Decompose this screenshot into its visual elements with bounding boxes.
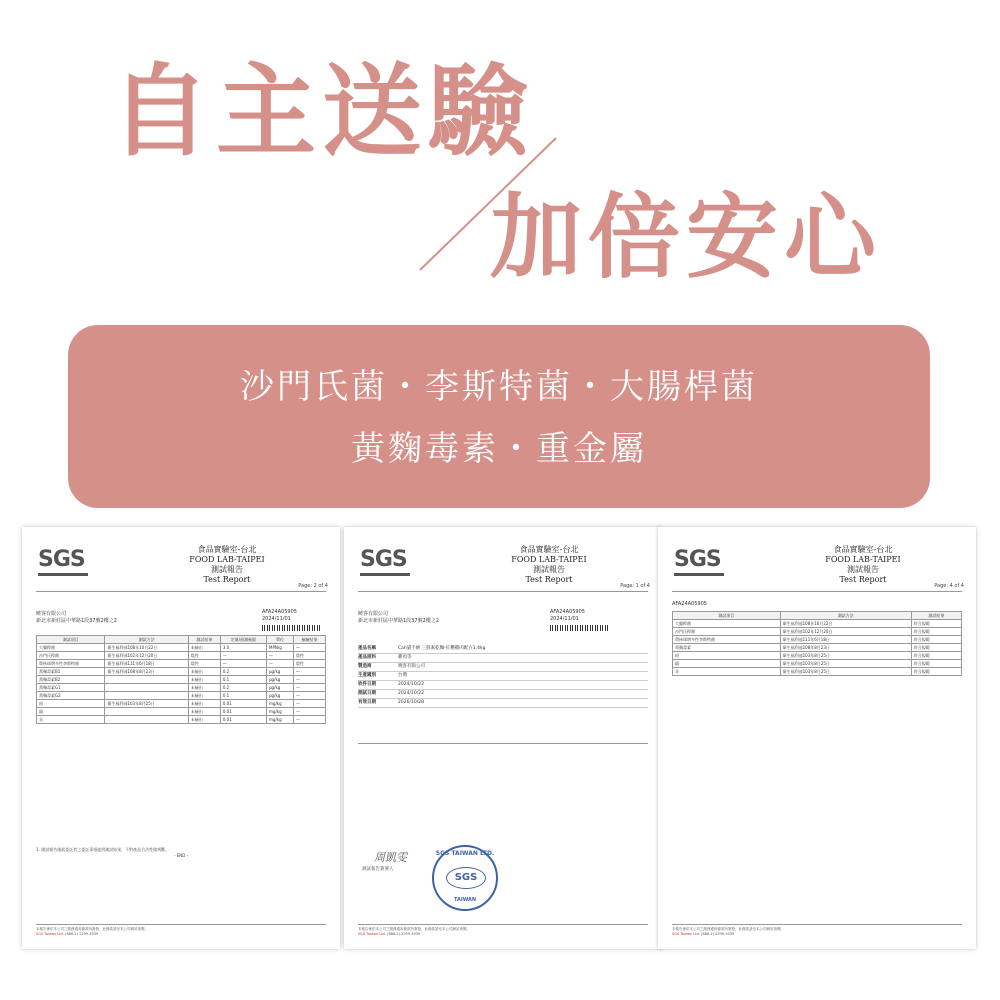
- report-title-en: Test Report: [525, 575, 573, 584]
- table-cell: 未檢出: [188, 668, 220, 676]
- report-title-zh: 測試報告: [847, 565, 879, 574]
- table-cell: 0.2: [220, 668, 266, 676]
- field-label: 製造商: [358, 664, 372, 669]
- client-info: [358, 611, 439, 625]
- lab-name-en: FOOD LAB-TAIPEI: [825, 555, 901, 564]
- sgs-logo: SGS: [360, 547, 407, 572]
- report-footer: [672, 924, 962, 937]
- table-row: [37, 660, 326, 668]
- table-cell: 鉛: [673, 652, 781, 660]
- table-cell: 0.01: [220, 708, 266, 716]
- table-cell: MPN/g: [267, 644, 294, 652]
- table-cell: 未檢出: [188, 716, 220, 724]
- report-number: AFA24A05905: [550, 609, 585, 615]
- barcode: [550, 625, 610, 631]
- table-cell: —: [267, 660, 294, 668]
- field-value: 曉客有限公司: [398, 664, 425, 669]
- table-row: [673, 660, 962, 668]
- table-row: [37, 644, 326, 652]
- table-header-row: [37, 636, 326, 644]
- table-cell: 衛生福利部108年8月23日: [780, 644, 911, 652]
- field-value: 雞肉等: [398, 655, 412, 660]
- table-row: [673, 644, 962, 652]
- stamp-bottom-text: TAIWAN: [453, 897, 477, 903]
- table-cell: 汞: [673, 668, 781, 676]
- client-address: 新北市新莊區中華路1段37號2樓之2: [36, 618, 117, 624]
- divider: [358, 743, 648, 744]
- page-number: Page: 2 of 4: [298, 583, 328, 589]
- lab-header: [152, 545, 302, 585]
- field-value: 2026/10/28: [398, 700, 424, 705]
- footer-company: SGS Taiwan Ltd.: [358, 932, 386, 936]
- divider: [358, 591, 648, 592]
- stamp-ring-text: SGS TAIWAN LTD.: [435, 850, 495, 857]
- footer-phone: (886-2) 2299-3939: [387, 932, 421, 936]
- signature: 周凱雯: [374, 851, 407, 864]
- report-footer: [358, 924, 648, 937]
- table-row: [673, 628, 962, 636]
- table-cell: 鉛: [37, 700, 105, 708]
- sgs-logo-underline: [674, 573, 724, 576]
- column-header: 測試方法: [780, 612, 911, 620]
- table-cell: [105, 692, 188, 700]
- table-cell: μg/kg: [267, 668, 294, 676]
- table-cell: 大腸桿菌: [37, 644, 105, 652]
- table-row: [37, 684, 326, 692]
- table-cell: —: [294, 700, 326, 708]
- lab-header: [474, 545, 624, 585]
- table-cell: 汞: [37, 716, 105, 724]
- report-number: AFA24A05905: [262, 609, 297, 615]
- sample-field: [358, 699, 648, 708]
- table-cell: 未檢出: [188, 708, 220, 716]
- table-cell: 衛生福利部102年12月20日: [105, 652, 188, 660]
- table-cell: 3.0: [220, 644, 266, 652]
- report-meta: [262, 609, 297, 623]
- footer-company: SGS Taiwan Ltd.: [672, 932, 700, 936]
- table-cell: 單核球增多性李斯特菌: [37, 660, 105, 668]
- report-title-en: Test Report: [203, 575, 251, 584]
- table-cell: 0.2: [220, 684, 266, 692]
- report-meta: [550, 609, 585, 623]
- table-cell: —: [294, 708, 326, 716]
- table-cell: 衛生福利部103年8月25日: [780, 668, 911, 676]
- table-cell: —: [220, 652, 266, 660]
- banner-line-bacteria: 沙門氏菌・李斯特菌・大腸桿菌: [240, 367, 758, 407]
- field-label: 有效日期: [358, 700, 376, 705]
- page-number: Page: 4 of 4: [934, 583, 964, 589]
- page-number: Page: 1 of 4: [620, 583, 650, 589]
- table-cell: 符合規範: [911, 668, 961, 676]
- table-cell: 陰性: [294, 652, 326, 660]
- barcode: [262, 625, 322, 631]
- table-cell: 衛生福利部111年6月18日: [780, 636, 911, 644]
- divider: [36, 591, 326, 592]
- lab-name-zh: 食品實驗室-台北: [833, 545, 893, 554]
- column-header: 測試方法: [105, 636, 188, 644]
- method-table: [672, 611, 962, 676]
- sample-field: [358, 654, 648, 663]
- field-label: 生產國別: [358, 673, 376, 678]
- lab-name-zh: 食品實驗室-台北: [197, 545, 257, 554]
- table-cell: 符合規範: [911, 660, 961, 668]
- table-cell: 未檢出: [188, 644, 220, 652]
- table-cell: 0.01: [220, 716, 266, 724]
- sample-field: [358, 690, 648, 699]
- table-cell: mg/kg: [267, 700, 294, 708]
- table-cell: [105, 684, 188, 692]
- table-row: [37, 668, 326, 676]
- report-footer: [36, 924, 326, 937]
- table-cell: 大腸桿菌: [673, 620, 781, 628]
- table-cell: 未檢出: [188, 676, 220, 684]
- table-cell: 0.01: [220, 700, 266, 708]
- table-cell: 衛生福利部103年8月25日: [780, 652, 911, 660]
- field-label: 產品原料: [358, 655, 376, 660]
- table-cell: μg/kg: [267, 684, 294, 692]
- test-items-banner: [68, 325, 930, 508]
- table-cell: 黃麴毒素G2: [37, 692, 105, 700]
- report-page-2: [22, 527, 340, 949]
- footer-text: 本報告係依本公司之服務通用條款所簽發，此條款請至本公司網站查閱。: [672, 927, 784, 931]
- table-cell: 未檢出: [188, 684, 220, 692]
- table-cell: 陰性: [294, 660, 326, 668]
- lab-name-en: FOOD LAB-TAIPEI: [189, 555, 265, 564]
- table-row: [37, 708, 326, 716]
- field-label: 收件日期: [358, 682, 376, 687]
- column-header: 測試項目: [37, 636, 105, 644]
- column-header: 單位: [267, 636, 294, 644]
- table-cell: 鎘: [37, 708, 105, 716]
- client-name: 曉客有限公司: [36, 611, 67, 617]
- report-page-1: [344, 527, 662, 949]
- stamp-logo: SGS: [446, 867, 486, 889]
- table-cell: 衛生福利部108年10月22日: [780, 620, 911, 628]
- table-cell: mg/kg: [267, 708, 294, 716]
- table-cell: 符合規範: [911, 620, 961, 628]
- report-end-mark: - END -: [173, 853, 189, 858]
- table-cell: μg/kg: [267, 692, 294, 700]
- table-cell: 鎘: [673, 660, 781, 668]
- banner-line-toxins: 黃麴毒素・重金屬: [351, 429, 647, 469]
- footer-phone: (886-2) 2299-3939: [701, 932, 735, 936]
- sample-info: [358, 645, 648, 708]
- table-cell: 未檢出: [188, 700, 220, 708]
- table-cell: μg/kg: [267, 676, 294, 684]
- table-cell: [105, 708, 188, 716]
- column-header: 檢驗結果: [294, 636, 326, 644]
- sample-field: [358, 681, 648, 690]
- table-cell: 符合規範: [911, 652, 961, 660]
- lab-header: [788, 545, 938, 585]
- table-cell: 衛生福利部108年10月22日: [105, 644, 188, 652]
- table-cell: 陰性: [188, 652, 220, 660]
- column-header: 測試結果: [911, 612, 961, 620]
- table-cell: 符合規範: [911, 644, 961, 652]
- column-header: 定量/偵測極限: [220, 636, 266, 644]
- table-cell: 衛生福利部102年12月20日: [780, 628, 911, 636]
- report-date: 2024/11/01: [262, 616, 291, 622]
- sample-field: [358, 672, 648, 681]
- table-row: [37, 652, 326, 660]
- table-cell: —: [294, 644, 326, 652]
- column-header: 測試結果: [188, 636, 220, 644]
- table-cell: —: [267, 652, 294, 660]
- report-date: 2024/11/01: [550, 616, 579, 622]
- table-cell: 0.1: [220, 676, 266, 684]
- report-number-line: AFA24A05905: [672, 601, 707, 607]
- table-row: [673, 620, 962, 628]
- field-value: 2024/10/22: [398, 691, 424, 696]
- report-title-zh: 測試報告: [211, 565, 243, 574]
- results-table: [36, 635, 326, 724]
- table-cell: 衛生福利部103年8月25日: [105, 700, 188, 708]
- table-cell: 衛生福利部103年8月25日: [780, 660, 911, 668]
- client-address: 新北市新莊區中華路1段37號2樓之2: [358, 618, 439, 624]
- headline-double-peace: 加倍安心: [490, 184, 883, 291]
- report-notes: [36, 847, 326, 859]
- sgs-logo-underline: [360, 573, 410, 576]
- table-cell: —: [294, 684, 326, 692]
- client-name: 曉客有限公司: [358, 611, 389, 617]
- table-row: [37, 700, 326, 708]
- table-cell: 沙門氏桿菌: [673, 628, 781, 636]
- sgs-logo: SGS: [674, 547, 721, 572]
- table-cell: 0.1: [220, 692, 266, 700]
- sample-field: [358, 645, 648, 654]
- report-note: 1. 測試報告僅就委託者之委託事項提供測試結果，不對產品合法性做判斷。: [36, 847, 170, 852]
- field-value: 2024/10/22: [398, 682, 424, 687]
- headline-self-testing: 自主送驗: [110, 53, 534, 170]
- footer-phone: (886-2) 2299-3939: [65, 932, 99, 936]
- table-row: [37, 676, 326, 684]
- table-cell: 符合規範: [911, 628, 961, 636]
- table-cell: —: [294, 676, 326, 684]
- signer-title: 測試報告簽署人: [362, 867, 394, 872]
- table-cell: 黃麴毒素: [673, 644, 781, 652]
- field-value: Cah貓手繪 三鮮素乾麵-紅糟雞肉配方1.4kg: [398, 646, 486, 651]
- table-cell: —: [294, 692, 326, 700]
- report-title-zh: 測試報告: [533, 565, 565, 574]
- client-info: [36, 611, 117, 625]
- sgs-stamp: [432, 845, 498, 911]
- table-cell: 沙門氏桿菌: [37, 652, 105, 660]
- field-value: 台灣: [398, 673, 407, 678]
- table-cell: 未檢出: [188, 692, 220, 700]
- table-header-row: [673, 612, 962, 620]
- table-cell: mg/kg: [267, 716, 294, 724]
- table-cell: 單核球增多性李斯特菌: [673, 636, 781, 644]
- table-cell: 黃麴毒素G1: [37, 684, 105, 692]
- report-title-en: Test Report: [839, 575, 887, 584]
- table-row: [673, 636, 962, 644]
- footer-company: SGS Taiwan Ltd.: [36, 932, 64, 936]
- table-row: [673, 668, 962, 676]
- footer-text: 本報告係依本公司之服務通用條款所簽發，此條款請至本公司網站查閱。: [36, 927, 148, 931]
- field-label: 產品名稱: [358, 646, 376, 651]
- table-row: [673, 652, 962, 660]
- sgs-logo: SGS: [38, 547, 85, 572]
- divider: [672, 591, 962, 592]
- table-cell: [105, 676, 188, 684]
- table-cell: 衛生福利部111年6月18日: [105, 660, 188, 668]
- column-header: 測試項目: [673, 612, 781, 620]
- field-label: 測試日期: [358, 691, 376, 696]
- table-cell: 衛生福利部108年8月23日: [105, 668, 188, 676]
- table-cell: 黃麴毒素B1: [37, 668, 105, 676]
- footer-text: 本報告係依本公司之服務通用條款所簽發，此條款請至本公司網站查閱。: [358, 927, 470, 931]
- sample-field: [358, 663, 648, 672]
- table-cell: —: [294, 668, 326, 676]
- table-cell: 陰性: [188, 660, 220, 668]
- table-cell: 黃麴毒素B2: [37, 676, 105, 684]
- table-cell: —: [220, 660, 266, 668]
- table-cell: 符合規範: [911, 636, 961, 644]
- table-cell: —: [294, 716, 326, 724]
- report-page-4: [658, 527, 976, 949]
- table-row: [37, 716, 326, 724]
- table-cell: [105, 716, 188, 724]
- sgs-logo-underline: [38, 573, 88, 576]
- lab-name-zh: 食品實驗室-台北: [519, 545, 579, 554]
- table-row: [37, 692, 326, 700]
- lab-name-en: FOOD LAB-TAIPEI: [511, 555, 587, 564]
